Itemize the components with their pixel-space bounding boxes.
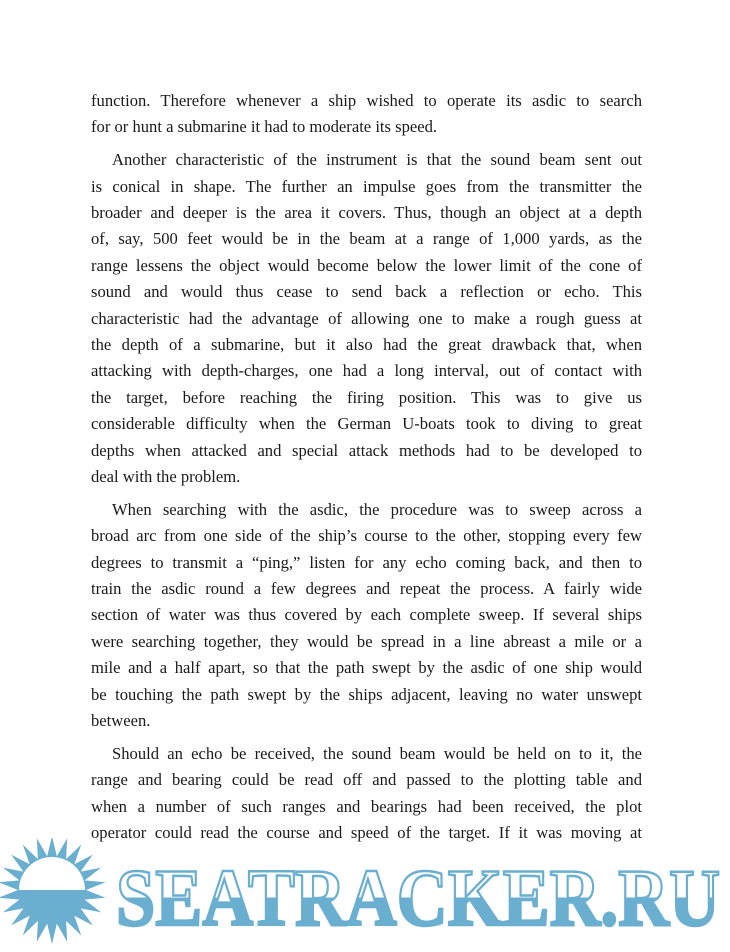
text-line: Should an echo be received, the sound beam would be held on to it, the xyxy=(112,743,642,763)
text-line: broader and deeper is the area it covers. Thus, though an object at a depth xyxy=(91,203,642,223)
text-line: the target, before reaching the firing position. This was to give us xyxy=(91,387,642,407)
text-line: of, say, 500 feet would be in the beam at a range of 1,000 yards, as the xyxy=(91,229,642,249)
text-line: characteristic had the advantage of allowing one to make a rough guess at xyxy=(91,308,642,328)
text-line: section of water was thus covered by each complete sweep. If several ships xyxy=(91,605,642,625)
text-line: broad arc from one side of the ship’s course to the other, stopping every few xyxy=(91,526,642,546)
text-line: attacking with depth-charges, one had a long interval, out of contact with xyxy=(91,361,642,381)
seatracker-watermark xyxy=(0,838,730,947)
text-line: mile and a half apart, so that the path swept by the asdic of one ship would xyxy=(91,658,642,678)
text-line: is conical in shape. The further an impulse goes from the transmitter the xyxy=(91,176,642,196)
paragraph xyxy=(91,741,642,847)
text-line: When searching with the asdic, the procedure was to sweep across a xyxy=(112,499,642,519)
text-line: depths when attacked and special attack methods had to be developed to xyxy=(91,440,642,460)
text-line: Another characteristic of the instrument is that the sound beam sent out xyxy=(112,150,642,170)
paragraph xyxy=(91,88,642,141)
text-line: between. xyxy=(91,710,151,730)
text-line: train the asdic round a few degrees and repeat the process. A fairly wide xyxy=(91,579,642,599)
paragraph xyxy=(91,147,642,490)
text-line: range lessens the object would become below the lower limit of the cone of xyxy=(91,255,642,275)
text-line: range and bearing could be read off and passed to the plotting table and xyxy=(91,770,642,790)
text-line: deal with the problem. xyxy=(91,466,241,486)
text-line: the depth of a submarine, but it also had the great drawback that, when xyxy=(91,335,642,355)
sun-logo-icon xyxy=(0,838,730,947)
text-line: degrees to transmit a “ping,” listen for any echo coming back, and then to xyxy=(91,552,642,572)
text-line: when a number of such ranges and bearings had been received, the plot xyxy=(91,796,642,816)
text-line: for or hunt a submarine it had to moderate its speed. xyxy=(91,117,438,137)
text-line: function. Therefore whenever a ship wished to operate its asdic to search xyxy=(91,91,642,110)
text-line: operator could read the course and speed of the target. If it was moving at xyxy=(91,823,642,843)
text-line: considerable difficulty when the German U-boats took to diving to great xyxy=(91,414,642,434)
text-line: were searching together, they would be spread in a line abreast a mile or a xyxy=(91,631,642,651)
paragraph xyxy=(91,497,642,735)
document-body xyxy=(91,88,642,853)
text-line: be touching the path swept by the ships adjacent, leaving no water unswept xyxy=(91,684,642,704)
text-line: sound and would thus cease to send back a reflection or echo. This xyxy=(91,282,642,302)
watermark-text: SEATRACKER.RU xyxy=(116,852,720,943)
